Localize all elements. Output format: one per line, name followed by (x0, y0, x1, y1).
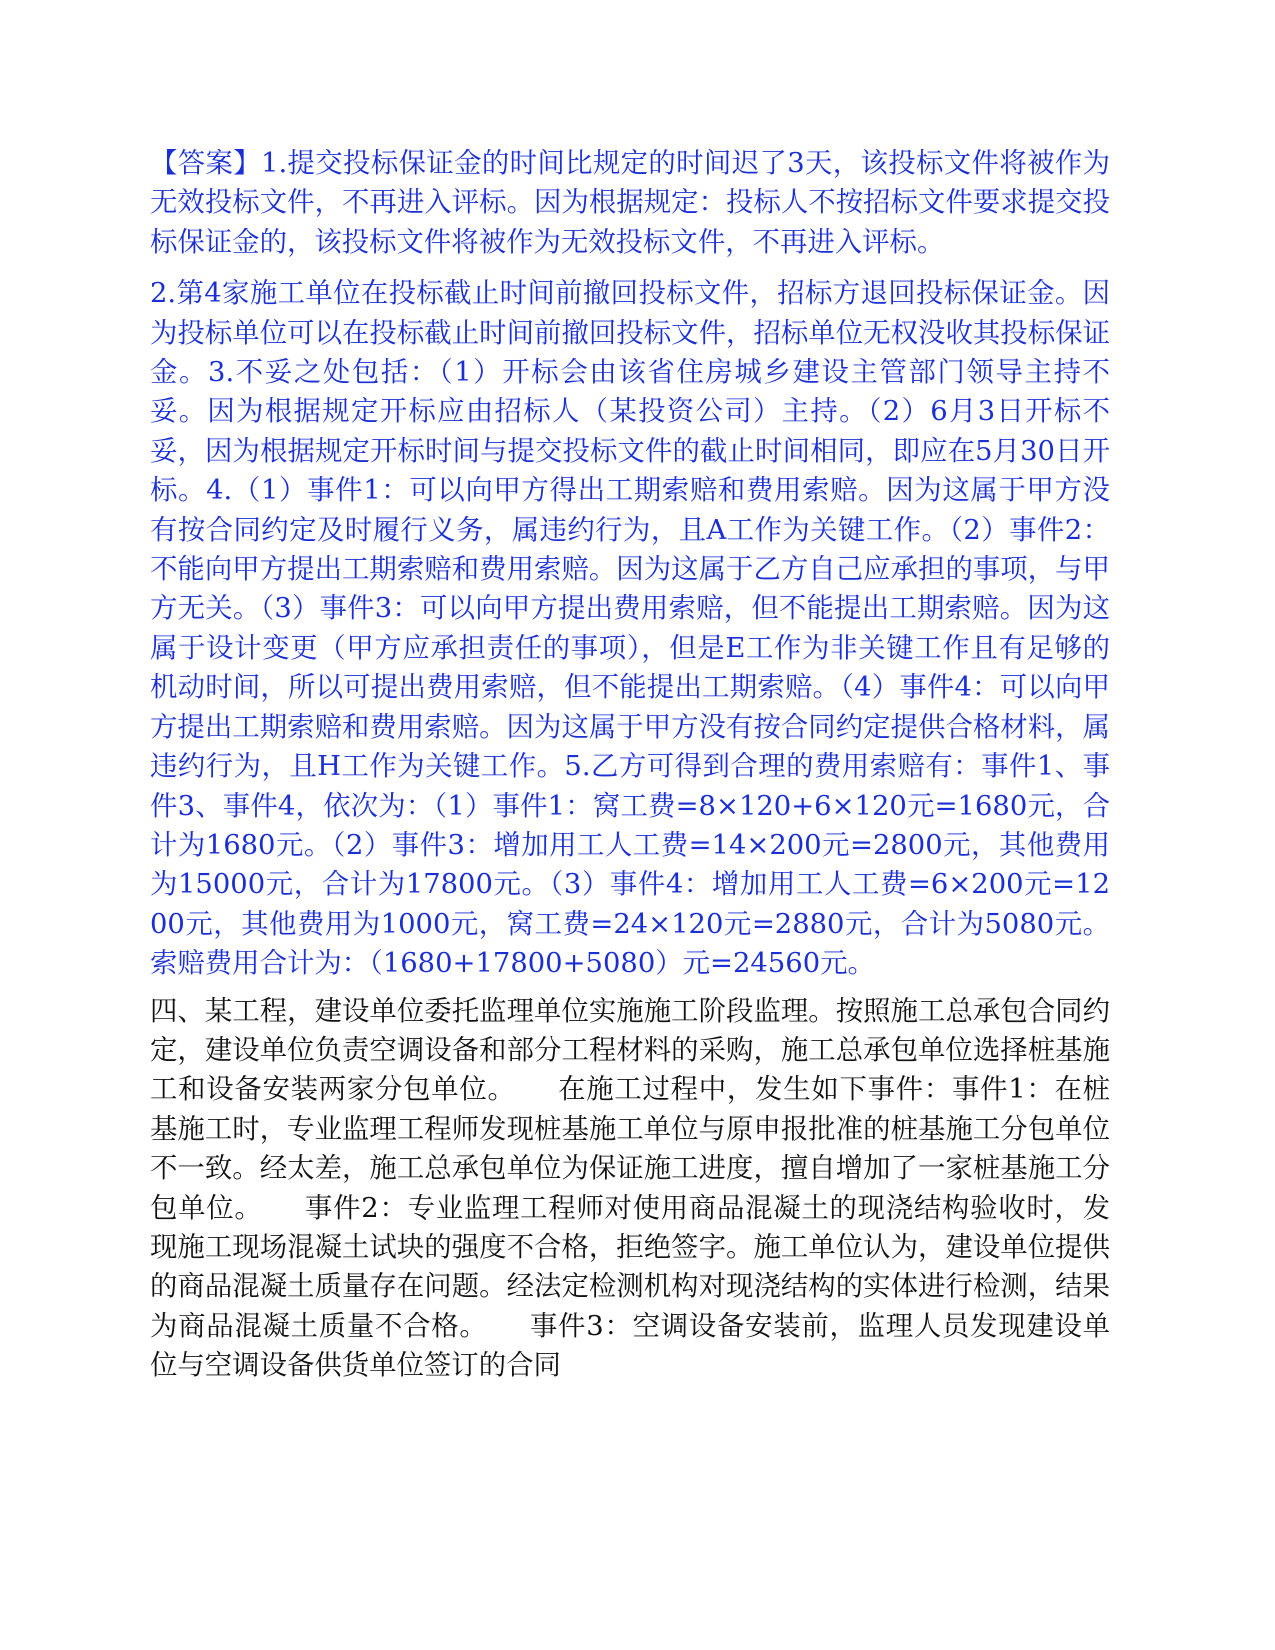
answer-paragraph-2: 2.第4家施工单位在投标截止时间前撤回投标文件，招标方退回投标保证金。因为投标单位可以在投标截止时间前撤回投标文件，招标单位无权没收其投标保证金。3.不妥之处包括：（1）开标会由该省住房城乡建设主管部门领导主持不妥。因为根据规定开标应由招标人（某投资公司）主持。（2）6月3日开标不妥，因为根据规定开标时间与提交投标文件的截止时间相同，即应在5月30日开标。4.（1）事件1：可以向甲方得出工期索赔和费用索赔。因为这属于甲方没有按合同约定及时履行义务，属违约行为，且A工作为关键工作。（2）事件2：不能向甲方提出工期索赔和费用索赔。因为这属于乙方自己应承担的事项，与甲方无关。（3）事件3：可以向甲方提出费用索赔，但不能提出工期索赔。因为这属于设计变更（甲方应承担责任的事项），但是E工作为非关键工作且有足够的机动时间，所以可提出费用索赔，但不能提出工期索赔。（4）事件4：可以向甲方提出工期索赔和费用索赔。因为这属于甲方没有按合同约定提供合格材料，属违约行为，且H工作为关键工作。5.乙方可得到合理的费用索赔有：事件1、事件3、事件4，依次为：（1）事件1：窝工费=8×120+6×120元=1680元，合计为1680元。（2）事件3：增加用工人工费=14×200元=2800元，其他费用为15000元，合计为17800元。（3）事件4：增加用工人工费=6×200元=1200元，其他费用为1000元，窝工费=24×120元=2880元，合计为5080元。索赔费用合计为：（1680+17800+5080）元=24560元。 (150, 278, 1110, 980)
document-body (150, 144, 1110, 1386)
answer-paragraph-1: 【答案】1.提交投标保证金的时间比规定的时间迟了3天，该投标文件将被作为无效投标文件，不再进入评标。因为根据规定：投标人不按招标文件要求提交投标保证金的，该投标文件将被作为无效投标文件，不再进入评标。 (150, 148, 1110, 258)
question-paragraph: 四、某工程，建设单位委托监理单位实施施工阶段监理。按照施工总承包合同约定，建设单位负责空调设备和部分工程材料的采购，施工总承包单位选择桩基施工和设备安装两家分包单位。 在施工过程中，发生如下事件：事件1：在桩基施工时，专业监理工程师发现桩基施工单位与原申报批准的桩基施工分包单位不一致。经太差，施工总承包单位为保证施工进度，擅自增加了一家桩基施工分包单位。 事件2：专业监理工程师对使用商品混凝土的现浇结构验收时，发现施工现场混凝土试块的强度不合格，拒绝签字。施工单位认为，建设单位提供的商品混凝土质量存在问题。经法定检测机构对现浇结构的实体进行检测，结果为商品混凝土质量不合格。 事件3：空调设备安装前，监理人员发现建设单位与空调设备供货单位签订的合同 (150, 995, 1110, 1382)
